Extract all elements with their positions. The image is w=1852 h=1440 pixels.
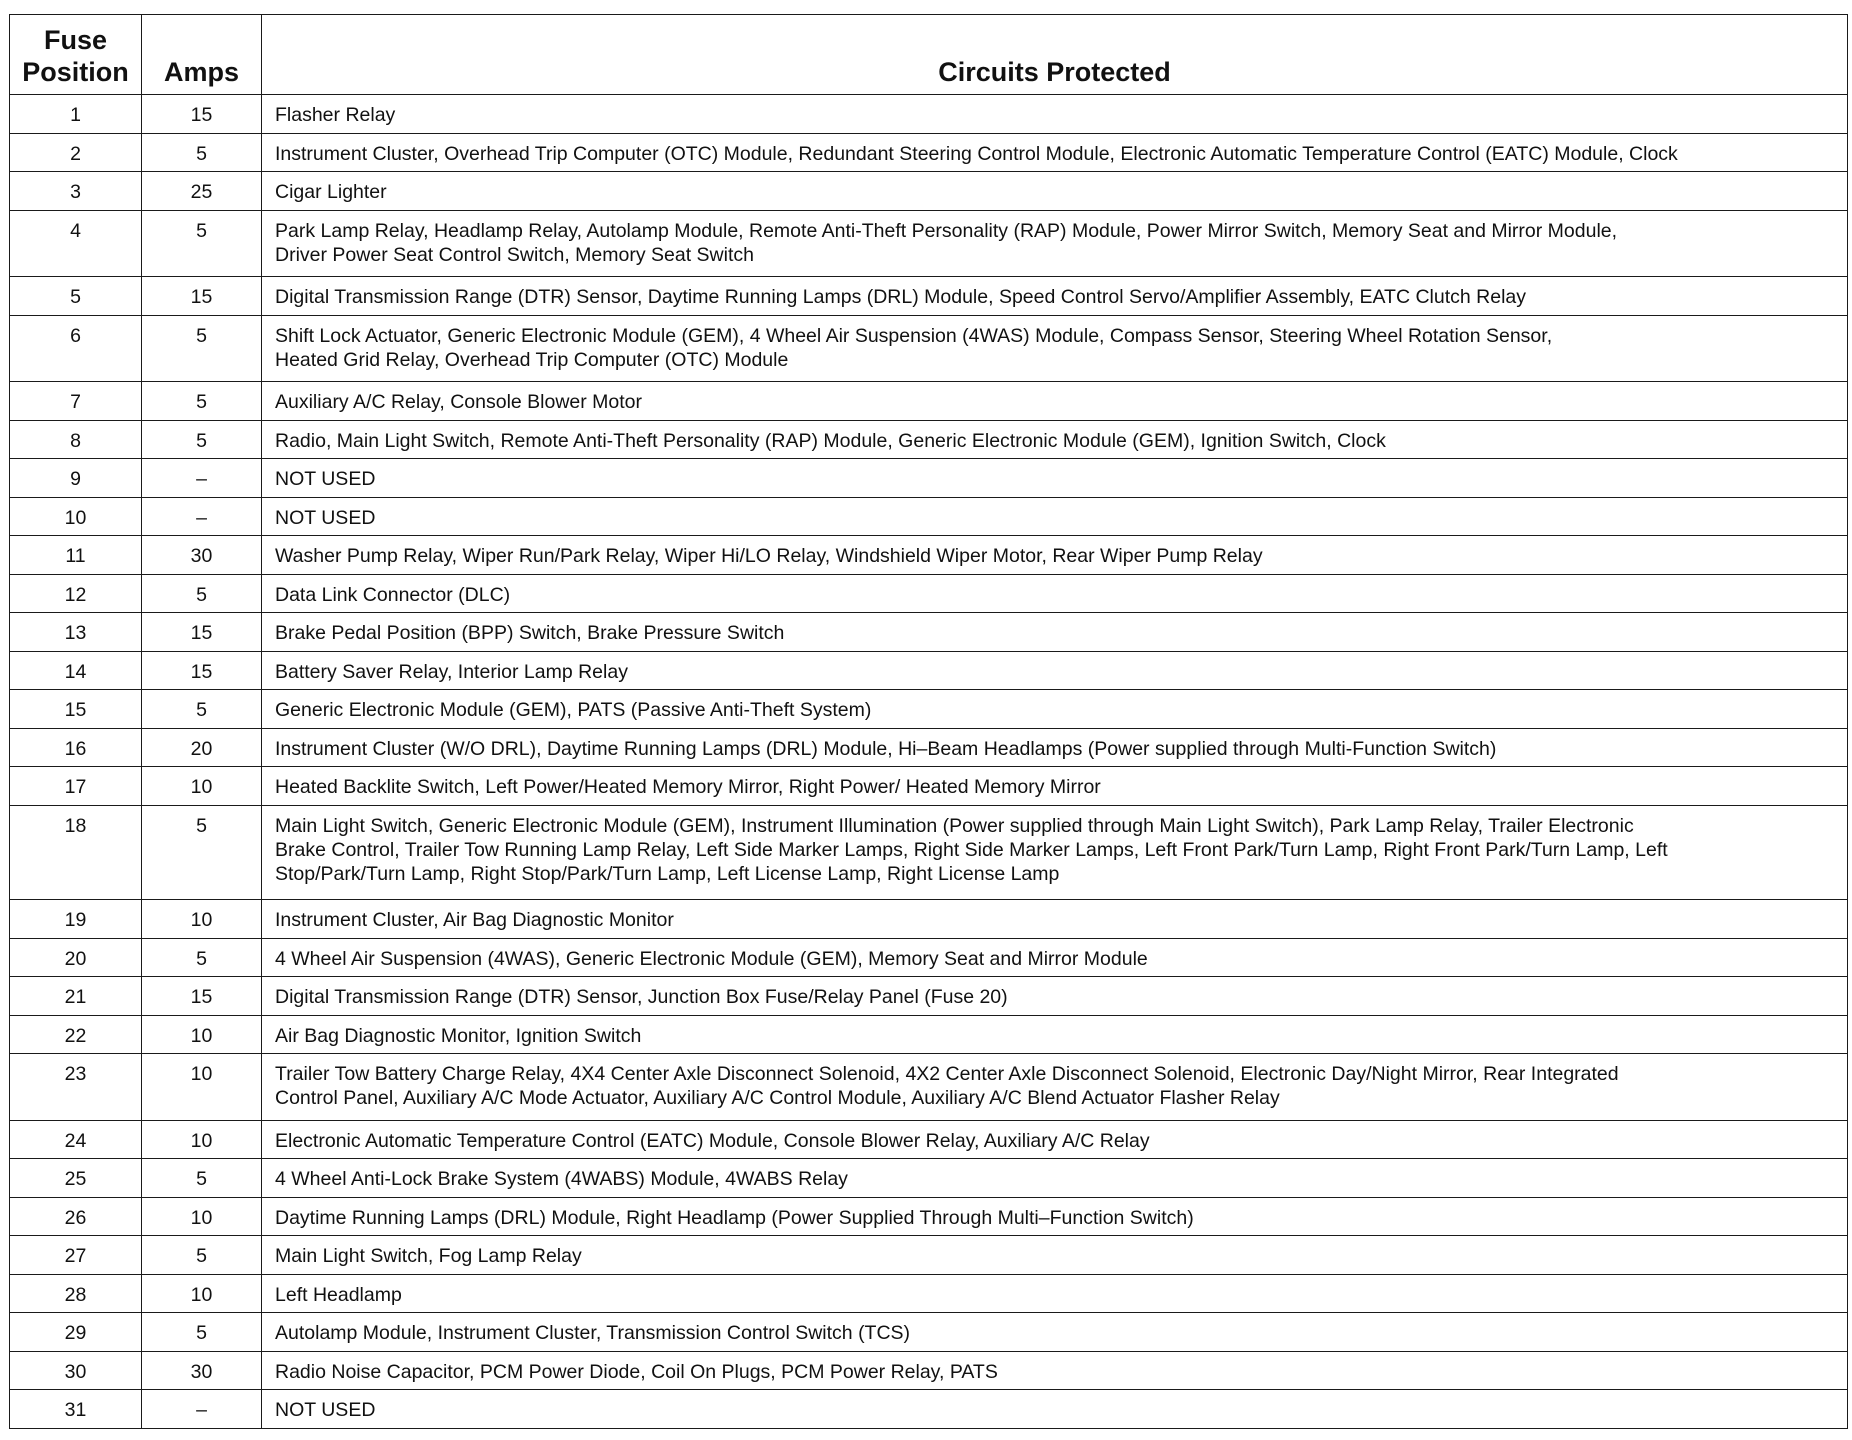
table-row	[10, 574, 1848, 613]
amps-cell: 5	[142, 1159, 262, 1198]
table-header	[10, 15, 1848, 95]
amps-cell: 15	[142, 651, 262, 690]
fuse-position-cell: 11	[10, 536, 142, 575]
table-row	[10, 1120, 1848, 1159]
table-row	[10, 459, 1848, 498]
circuits-cell: Shift Lock Actuator, Generic Electronic Module (GEM), 4 Wheel Air Suspension (4WAS) Module, Compass Sensor, Steering Wheel Rotation Sensor, Heated Grid Relay, Overhead Trip Computer (OTC) Module	[262, 315, 1848, 382]
fuse-position-cell: 21	[10, 977, 142, 1016]
table-row	[10, 767, 1848, 806]
table-row	[10, 613, 1848, 652]
fuse-position-cell: 15	[10, 690, 142, 729]
table-row	[10, 497, 1848, 536]
circuits-cell: Main Light Switch, Fog Lamp Relay	[262, 1236, 1848, 1275]
amps-cell: 10	[142, 1274, 262, 1313]
fuse-position-cell: 25	[10, 1159, 142, 1198]
circuits-cell: Brake Pedal Position (BPP) Switch, Brake Pressure Switch	[262, 613, 1848, 652]
amps-cell: 10	[142, 900, 262, 939]
circuits-cell: Daytime Running Lamps (DRL) Module, Right Headlamp (Power Supplied Through Multi–Function Switch)	[262, 1197, 1848, 1236]
amps-cell: 10	[142, 1054, 262, 1121]
table-row	[10, 690, 1848, 729]
circuits-cell: Left Headlamp	[262, 1274, 1848, 1313]
fuse-position-cell: 12	[10, 574, 142, 613]
circuits-cell: Data Link Connector (DLC)	[262, 574, 1848, 613]
amps-cell: 15	[142, 977, 262, 1016]
header-fuse-position: Fuse Position	[10, 15, 142, 95]
circuits-cell: Instrument Cluster, Overhead Trip Computer (OTC) Module, Redundant Steering Control Module, Electronic Automatic Temperature Control (EATC) Module, Clock	[262, 133, 1848, 172]
table-row	[10, 1236, 1848, 1275]
table-row	[10, 1274, 1848, 1313]
circuits-cell: Main Light Switch, Generic Electronic Module (GEM), Instrument Illumination (Power supplied through Main Light Switch), Park Lamp Relay, Trailer Electronic Brake Control, Trailer Tow Running Lamp Relay, Left Side Marker Lamps, Right Side Marker Lamps, Left Front Park/Turn Lamp, Right Front Park/Turn Lamp, Left Stop/Park/Turn Lamp, Right Stop/Park/Turn Lamp, Left License Lamp, Right License Lamp	[262, 805, 1848, 900]
fuse-position-cell: 26	[10, 1197, 142, 1236]
amps-cell: 25	[142, 172, 262, 211]
amps-cell: 5	[142, 1313, 262, 1352]
circuits-cell: Digital Transmission Range (DTR) Sensor, Junction Box Fuse/Relay Panel (Fuse 20)	[262, 977, 1848, 1016]
circuits-cell: Heated Backlite Switch, Left Power/Heated Memory Mirror, Right Power/ Heated Memory Mirror	[262, 767, 1848, 806]
amps-cell: 5	[142, 315, 262, 382]
fuse-position-cell: 31	[10, 1390, 142, 1429]
fuse-position-cell: 22	[10, 1015, 142, 1054]
fuse-position-cell: 27	[10, 1236, 142, 1275]
circuits-cell: NOT USED	[262, 459, 1848, 498]
table-row	[10, 172, 1848, 211]
fuse-position-cell: 8	[10, 420, 142, 459]
amps-cell: 10	[142, 1120, 262, 1159]
fuse-position-cell: 13	[10, 613, 142, 652]
fuse-position-cell: 14	[10, 651, 142, 690]
table-row	[10, 210, 1848, 277]
amps-cell: 5	[142, 574, 262, 613]
fuse-position-cell: 4	[10, 210, 142, 277]
table-row	[10, 536, 1848, 575]
table-row	[10, 1197, 1848, 1236]
amps-cell: 30	[142, 536, 262, 575]
amps-cell: 30	[142, 1351, 262, 1390]
fuse-position-cell: 2	[10, 133, 142, 172]
amps-cell: 10	[142, 1015, 262, 1054]
amps-cell: 5	[142, 805, 262, 900]
fuse-position-cell: 28	[10, 1274, 142, 1313]
circuits-cell: Autolamp Module, Instrument Cluster, Transmission Control Switch (TCS)	[262, 1313, 1848, 1352]
circuits-cell: Washer Pump Relay, Wiper Run/Park Relay, Wiper Hi/LO Relay, Windshield Wiper Motor, Rear Wiper Pump Relay	[262, 536, 1848, 575]
fuse-position-cell: 23	[10, 1054, 142, 1121]
fuse-position-cell: 19	[10, 900, 142, 939]
circuits-cell: Battery Saver Relay, Interior Lamp Relay	[262, 651, 1848, 690]
table-row	[10, 1351, 1848, 1390]
amps-cell: 15	[142, 277, 262, 316]
amps-cell: –	[142, 497, 262, 536]
amps-cell: 5	[142, 690, 262, 729]
table-row	[10, 977, 1848, 1016]
amps-cell: 5	[142, 1236, 262, 1275]
fuse-position-cell: 30	[10, 1351, 142, 1390]
circuits-cell: Digital Transmission Range (DTR) Sensor, Daytime Running Lamps (DRL) Module, Speed Control Servo/Amplifier Assembly, EATC Clutch Relay	[262, 277, 1848, 316]
table-row	[10, 315, 1848, 382]
circuits-cell: Instrument Cluster, Air Bag Diagnostic Monitor	[262, 900, 1848, 939]
fuse-position-cell: 16	[10, 728, 142, 767]
circuits-cell: NOT USED	[262, 1390, 1848, 1429]
circuits-cell: Generic Electronic Module (GEM), PATS (Passive Anti-Theft System)	[262, 690, 1848, 729]
table-row	[10, 1159, 1848, 1198]
fuse-position-cell: 10	[10, 497, 142, 536]
amps-cell: 10	[142, 1197, 262, 1236]
amps-cell: –	[142, 1390, 262, 1429]
table-row	[10, 900, 1848, 939]
circuits-cell: Electronic Automatic Temperature Control (EATC) Module, Console Blower Relay, Auxiliary A/C Relay	[262, 1120, 1848, 1159]
circuits-cell: Park Lamp Relay, Headlamp Relay, Autolamp Module, Remote Anti-Theft Personality (RAP) Module, Power Mirror Switch, Memory Seat and Mirror Module, Driver Power Seat Control Switch, Memory Seat Switch	[262, 210, 1848, 277]
table-row	[10, 1054, 1848, 1121]
table-row	[10, 651, 1848, 690]
circuits-cell: 4 Wheel Anti-Lock Brake System (4WABS) Module, 4WABS Relay	[262, 1159, 1848, 1198]
table-row	[10, 133, 1848, 172]
table-row	[10, 1390, 1848, 1429]
amps-cell: 5	[142, 210, 262, 277]
fuse-position-cell: 29	[10, 1313, 142, 1352]
circuits-cell: Auxiliary A/C Relay, Console Blower Motor	[262, 382, 1848, 421]
fuse-position-cell: 3	[10, 172, 142, 211]
table-row	[10, 805, 1848, 900]
amps-cell: 15	[142, 95, 262, 134]
table-row	[10, 420, 1848, 459]
amps-cell: 15	[142, 613, 262, 652]
circuits-cell: Trailer Tow Battery Charge Relay, 4X4 Center Axle Disconnect Solenoid, 4X2 Center Axle Disconnect Solenoid, Electronic Day/Night Mirror, Rear Integrated Control Panel, Auxiliary A/C Mode Actuator, Auxiliary A/C Control Module, Auxiliary A/C Blend Actuator Flasher Relay	[262, 1054, 1848, 1121]
fuse-position-cell: 24	[10, 1120, 142, 1159]
circuits-cell: Flasher Relay	[262, 95, 1848, 134]
circuits-cell: Radio, Main Light Switch, Remote Anti-Theft Personality (RAP) Module, Generic Electronic Module (GEM), Ignition Switch, Clock	[262, 420, 1848, 459]
fuse-position-cell: 17	[10, 767, 142, 806]
circuits-cell: Cigar Lighter	[262, 172, 1848, 211]
table-row	[10, 938, 1848, 977]
table-row	[10, 1313, 1848, 1352]
amps-cell: 10	[142, 767, 262, 806]
header-row	[10, 15, 1848, 95]
table-body	[10, 95, 1848, 1429]
amps-cell: 5	[142, 133, 262, 172]
fuse-position-cell: 9	[10, 459, 142, 498]
amps-cell: 5	[142, 938, 262, 977]
fuse-position-cell: 6	[10, 315, 142, 382]
fuse-position-cell: 20	[10, 938, 142, 977]
circuits-cell: 4 Wheel Air Suspension (4WAS), Generic Electronic Module (GEM), Memory Seat and Mirror Module	[262, 938, 1848, 977]
fuse-position-cell: 18	[10, 805, 142, 900]
table-row	[10, 728, 1848, 767]
circuits-cell: Radio Noise Capacitor, PCM Power Diode, Coil On Plugs, PCM Power Relay, PATS	[262, 1351, 1848, 1390]
fuse-position-cell: 5	[10, 277, 142, 316]
fuse-position-cell: 7	[10, 382, 142, 421]
amps-cell: –	[142, 459, 262, 498]
circuits-cell: NOT USED	[262, 497, 1848, 536]
circuits-cell: Instrument Cluster (W/O DRL), Daytime Running Lamps (DRL) Module, Hi–Beam Headlamps (Power supplied through Multi-Function Switch)	[262, 728, 1848, 767]
header-amps: Amps	[142, 15, 262, 95]
circuits-cell: Air Bag Diagnostic Monitor, Ignition Switch	[262, 1015, 1848, 1054]
table-row	[10, 277, 1848, 316]
table-row	[10, 1015, 1848, 1054]
table-row	[10, 382, 1848, 421]
amps-cell: 20	[142, 728, 262, 767]
amps-cell: 5	[142, 382, 262, 421]
fuse-table	[9, 14, 1848, 1429]
table-row	[10, 95, 1848, 134]
amps-cell: 5	[142, 420, 262, 459]
header-circuits-protected: Circuits Protected	[262, 15, 1848, 95]
fuse-position-cell: 1	[10, 95, 142, 134]
